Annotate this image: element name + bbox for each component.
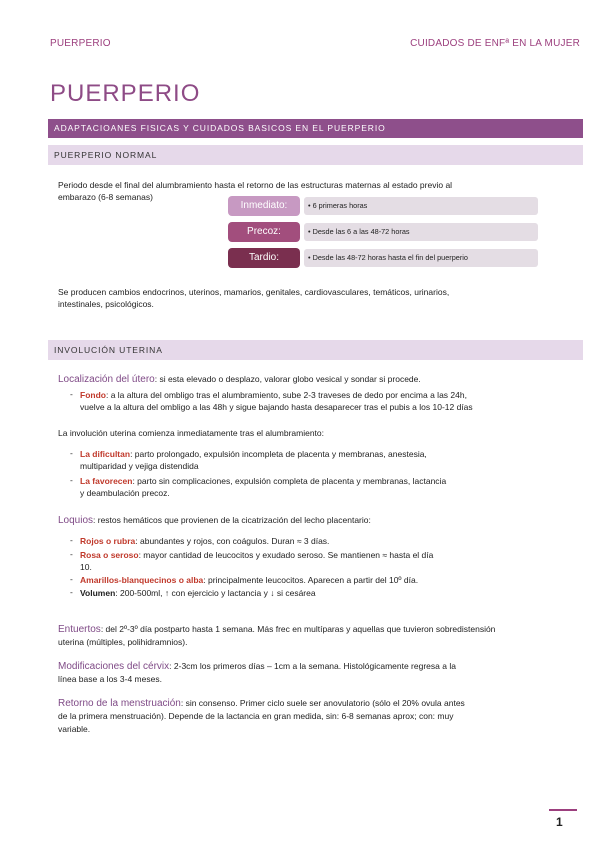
puerperio-normal-heading: PUERPERIO NORMAL [48,145,583,165]
stage-tardio: Tardio: [228,248,300,268]
cervix-line-2: línea base a los 3-4 meses. [58,674,162,684]
entuertos-text-1: : del 2º-3º día postparto hasta 1 semana. Más frec en multíparas y aquellas que tuvieron sobredistensión [100,624,496,634]
dash-bullet: - [70,535,73,545]
page-number: 1 [556,815,563,829]
cervix-line-1 [58,660,548,673]
serosos-line-1 [80,549,540,561]
page-number-rule [549,809,577,811]
dash-bullet: - [70,389,73,399]
stage-precoz-desc: • Desde las 6 a las 48-72 horas [304,223,538,241]
involucion-starts: La involución uterina comienza inmediatamente tras el alumbramiento: [58,428,325,438]
serosos-line-2: 10. [80,562,92,572]
volumen-line [80,587,316,599]
localizacion-line [58,373,548,386]
stage-inmediato-desc: • 6 primeras horas [304,197,538,215]
header-right: CUIDADOS DE ENFª EN LA MUJER [410,38,580,49]
cervix-title: Modificaciones del cérvix [58,661,170,672]
localizacion-text: : si esta elevado o desplazo, valorar globo vesical y sondar si procede. [154,374,421,384]
stage-tardio-desc: • Desde las 48-72 horas hasta el fin del puerperio [304,249,538,267]
dash-bullet: - [70,448,73,458]
serosos-text-1: : mayor cantidad de leucocitos y exudado seroso. Se mantienen ≈ hasta el día [138,550,434,560]
changes-line-1: Se producen cambios endocrinos, uterinos, mamarios, genitales, cardiovasculares, temáticos, urinarios, [58,287,450,297]
dificultan-line-2: multiparidad y vejiga distendida [80,461,199,471]
dash-bullet: - [70,549,73,559]
stage-inmediato: Inmediato: [228,196,300,216]
dificultan-label: La dificultan [80,449,131,459]
rojos-text: : abundantes y rojos, con coágulos. Duran ≈ 3 días. [135,536,330,546]
entuertos-title: Entuertos [58,624,101,635]
rojos-label: Rojos o rubra [80,536,136,546]
alba-line [80,574,418,586]
fondo-line-1 [80,389,540,401]
localizacion-title: Localización del útero [58,374,155,385]
header-left: PUERPERIO [50,38,111,49]
dificultan-text-1: : parto prolongado, expulsión incompleta de placenta y membranas, anestesia, [130,449,427,459]
entuertos-line-1 [58,623,558,636]
changes-line-2: intestinales, psicológicos. [58,299,154,309]
entuertos-line-2: uterina (múltiples, polihidramnios). [58,637,188,647]
cervix-text-1: : 2-3cm los primeros días – 1cm a la semana. Histológicamente regresa a la [169,661,456,671]
menstruacion-text-1: : sin consenso. Primer ciclo suele ser anovulatorio (sólo el 20% ovula antes [180,698,465,708]
involucion-heading: INVOLUCIÓN UTERINA [48,340,583,360]
menstruacion-title: Retorno de la menstruación [58,698,181,709]
menstruacion-line-3: variable. [58,724,91,734]
dificultan-line-1 [80,448,535,460]
volumen-text: : 200-500ml, ↑ con ejercicio y lactancia y ↓ si cesárea [115,588,316,598]
intro-line-2: embarazo (6-8 semanas) [58,192,153,202]
loquios-line [58,514,548,527]
favorecen-line-2: y deambulación precoz. [80,488,170,498]
volumen-label: Volumen [80,588,116,598]
favorecen-label: La favorecen [80,476,133,486]
alba-label: Amarillos-blanquecinos o alba [80,575,204,585]
dash-bullet: - [70,475,73,485]
fondo-line-2: vuelve a la altura del ombligo a las 48h y sigue bajando hasta desaparecer tras el pubis a los 10-12 días [80,402,473,412]
intro-line-1: Periodo desde el final del alumbramiento hasta el retorno de las estructuras maternas al estado previo al [58,180,453,190]
fondo-label: Fondo [80,390,106,400]
fondo-text-1: : a la altura del ombligo tras el alumbramiento, sube 2-3 traveses de dedo por encima a las 24h, [105,390,467,400]
alba-text: : principalmente leucocitos. Aparecen a partir del 10º día. [203,575,419,585]
dash-bullet: - [70,574,73,584]
menstruacion-line-1 [58,697,548,710]
page-title: PUERPERIO [50,80,201,107]
loquios-text: : restos hemáticos que provienen de la cicatrización del lecho placentario: [93,515,371,525]
favorecen-line-1 [80,475,535,487]
favorecen-text-1: : parto sin complicaciones, expulsión completa de placenta y membranas, lactancia [132,476,447,486]
dash-bullet: - [70,587,73,597]
loquios-title: Loquios [58,515,94,526]
menstruacion-line-2: de la primera menstruación). Depende de la lactancia en gran medida, sin: 6-8 semanas aprox; con: muy [58,711,454,721]
section-main-heading: ADAPTACIOANES FISICAS Y CUIDADOS BASICOS EN EL PUERPERIO [48,119,583,138]
stage-precoz: Precoz: [228,222,300,242]
serosos-label: Rosa o seroso [80,550,139,560]
rojos-line [80,535,329,547]
